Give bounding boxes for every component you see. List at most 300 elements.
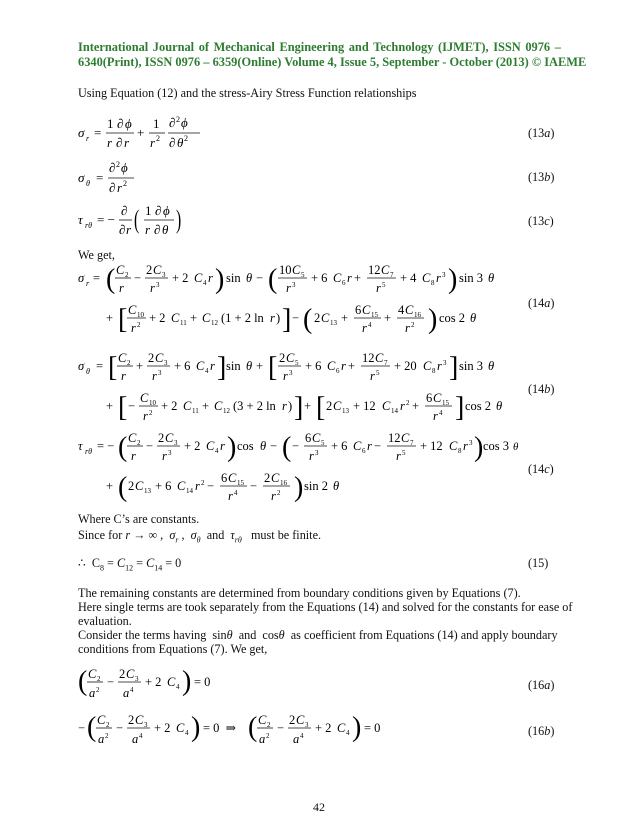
svg-text:θ: θ [86, 179, 90, 188]
svg-text:4: 4 [176, 683, 180, 691]
svg-text:6: 6 [221, 471, 228, 485]
svg-text:τ: τ [78, 212, 83, 227]
svg-text:C: C [312, 431, 321, 445]
since-finite-line [78, 528, 321, 544]
svg-text:a: a [259, 732, 266, 746]
equation-13b [78, 160, 188, 204]
svg-text:2: 2 [267, 721, 271, 729]
svg-text:ϕ: ϕ [121, 160, 128, 175]
svg-text:4: 4 [439, 409, 443, 417]
svg-text:[: [ [118, 304, 128, 335]
svg-text:4: 4 [203, 279, 207, 287]
svg-text:2: 2 [411, 321, 415, 329]
svg-text:r: r [150, 281, 155, 295]
svg-text:sin 3: sin 3 [459, 359, 483, 373]
svg-text:C: C [423, 359, 432, 373]
svg-text:C: C [88, 667, 97, 681]
svg-text:3: 3 [315, 449, 319, 457]
svg-text:1: 1 [107, 116, 114, 131]
svg-text:C: C [258, 713, 267, 727]
svg-text:8: 8 [458, 447, 462, 455]
svg-text:σ: σ [78, 271, 85, 285]
svg-text:rθ: rθ [85, 221, 93, 230]
svg-text:]: ] [294, 392, 304, 423]
svg-text:16: 16 [280, 479, 287, 487]
svg-text:+ 2: + 2 [145, 675, 162, 689]
journal-header [78, 40, 587, 70]
equation-16a [78, 664, 258, 710]
svg-text:θ: θ [496, 399, 503, 413]
svg-text:(: ( [87, 712, 97, 743]
svg-text:a: a [293, 732, 300, 746]
svg-text:10: 10 [279, 263, 292, 277]
svg-text:∂: ∂ [109, 180, 116, 195]
svg-text:5: 5 [295, 359, 299, 367]
svg-text:r: r [271, 489, 276, 503]
consider-prefix: Consider the terms having [78, 628, 207, 642]
svg-text:6: 6 [355, 303, 362, 317]
svg-text:C: C [126, 667, 135, 681]
svg-text:13: 13 [342, 407, 349, 415]
svg-text:C: C [327, 359, 336, 373]
svg-text:−: − [256, 271, 264, 285]
equation-number: (13a) [528, 126, 555, 140]
svg-text:r: r [270, 311, 275, 325]
svg-text:+: + [190, 311, 198, 325]
svg-text:r: r [145, 222, 151, 237]
svg-text:σ: σ [78, 359, 85, 373]
svg-text:r: r [228, 489, 233, 503]
header-word: Engineering [279, 40, 345, 54]
svg-text:rθ: rθ [85, 447, 93, 456]
svg-text:θ: θ [162, 222, 169, 237]
svg-text:C: C [202, 311, 211, 325]
svg-text:6: 6 [426, 391, 433, 405]
svg-text:r: r [162, 449, 167, 463]
svg-text:10: 10 [149, 399, 156, 407]
svg-text:2: 2 [127, 359, 131, 367]
svg-text:r: r [131, 321, 136, 335]
svg-text:cos 2: cos 2 [439, 311, 466, 325]
svg-text:+: + [384, 311, 392, 325]
svg-text:=: = [96, 170, 104, 185]
svg-text:C: C [206, 439, 215, 453]
svg-text:(: ( [268, 264, 278, 295]
svg-text:3: 3 [156, 281, 160, 289]
svg-text:12: 12 [388, 431, 401, 445]
svg-text:2: 2 [176, 115, 180, 124]
svg-text:C: C [140, 391, 149, 405]
svg-text:+: + [202, 399, 210, 413]
svg-text:2: 2 [406, 399, 410, 407]
svg-text:C: C [135, 713, 144, 727]
svg-text:C: C [433, 391, 442, 405]
svg-text:8: 8 [431, 279, 435, 287]
svg-text:15: 15 [442, 399, 449, 407]
svg-text:r: r [195, 479, 200, 493]
svg-text:C: C [228, 471, 237, 485]
svg-text:C: C [333, 399, 342, 413]
svg-text:−: − [292, 311, 300, 325]
svg-text:C: C [449, 439, 458, 453]
svg-text:C: C [292, 263, 301, 277]
svg-text:θ: θ [177, 135, 184, 150]
svg-text:r: r [119, 281, 124, 295]
svg-text:3: 3 [162, 271, 166, 279]
intro-text: Using Equation (12) and the stress-Airy Stress Function relationships [78, 86, 417, 100]
header-word: 0976 [525, 40, 551, 54]
svg-text:4: 4 [139, 732, 143, 740]
svg-text:a: a [98, 732, 105, 746]
svg-text:2: 2 [96, 686, 100, 694]
svg-text:C: C [153, 263, 162, 277]
svg-text:∂: ∂ [155, 203, 162, 218]
svg-text:r: r [126, 222, 132, 237]
svg-text:ϕ: ϕ [163, 203, 170, 218]
header-line-2: 6340(Print), ISSN 0976 – 6359(Online) Volume 4, Issue 5, September - October (2013) © IAEME [78, 55, 587, 69]
svg-text:3: 3 [469, 439, 473, 447]
equation-14b [78, 350, 518, 434]
svg-text:3: 3 [442, 271, 446, 279]
svg-text:): ) [182, 666, 192, 697]
svg-text:4: 4 [368, 321, 372, 329]
equation-15: ∴ $C_8 = C_{12} = C_{14} = 0$ [78, 556, 182, 573]
svg-text:−: − [292, 439, 300, 453]
svg-text:5: 5 [301, 271, 305, 279]
svg-text:2: 2 [266, 732, 270, 740]
svg-text:r: r [121, 369, 126, 383]
svg-text:): ) [191, 712, 201, 743]
consider-text-3: conditions from Equations (7). We get, [78, 642, 268, 656]
svg-text:r: r [396, 449, 401, 463]
consider-line [78, 628, 558, 643]
svg-text:cos: cos [237, 439, 254, 453]
svg-text:C: C [176, 721, 185, 735]
svg-text:(: ( [303, 304, 313, 335]
svg-text:): ) [428, 304, 438, 335]
svg-text:5: 5 [382, 281, 386, 289]
svg-text:4: 4 [398, 303, 405, 317]
svg-text:r: r [220, 439, 225, 453]
svg-text:11: 11 [192, 407, 199, 415]
svg-text:2: 2 [148, 351, 155, 365]
svg-text:): ) [288, 399, 293, 413]
svg-text:2: 2 [116, 160, 120, 169]
svg-text:(: ( [134, 204, 140, 235]
svg-text:2: 2 [326, 399, 333, 413]
svg-text:+ 6: + 6 [155, 479, 172, 493]
svg-text:θ: θ [246, 271, 253, 285]
svg-text:+ 12: + 12 [420, 439, 443, 453]
header-line-1 [78, 40, 561, 55]
header-word: International [78, 40, 149, 54]
svg-text:sin: sin [226, 359, 241, 373]
svg-text:2: 2 [128, 479, 135, 493]
svg-text:2: 2 [137, 321, 141, 329]
svg-text:[: [ [118, 392, 128, 423]
svg-text:r: r [117, 180, 123, 195]
svg-text:a: a [89, 686, 96, 700]
svg-text:]: ] [217, 352, 227, 383]
svg-text:r: r [150, 135, 156, 150]
since-suffix: must be finite. [250, 528, 322, 542]
svg-text:C: C [194, 271, 203, 285]
header-word: Mechanical [213, 40, 275, 54]
svg-text:): ) [227, 432, 237, 463]
svg-text:r: r [86, 279, 90, 288]
svg-text:r: r [208, 271, 213, 285]
svg-text:θ: θ [488, 359, 495, 373]
header-word: (IJMET), [438, 40, 489, 54]
svg-text:C: C [177, 479, 186, 493]
svg-text:3: 3 [443, 359, 447, 367]
svg-text:=: = [96, 359, 104, 373]
svg-text:3: 3 [289, 369, 293, 377]
svg-text:= −: = − [97, 439, 115, 453]
svg-text:C: C [422, 271, 431, 285]
svg-text:+: + [136, 359, 144, 373]
svg-text:−: − [128, 399, 136, 413]
svg-text:−: − [277, 721, 285, 735]
svg-text:r: r [463, 439, 468, 453]
svg-text:2: 2 [123, 179, 127, 188]
svg-text:4: 4 [234, 489, 238, 497]
svg-text:+: + [348, 359, 356, 373]
svg-text:3: 3 [168, 449, 172, 457]
svg-text:θ: θ [513, 441, 518, 453]
svg-text:5: 5 [402, 449, 406, 457]
svg-text:C: C [321, 311, 330, 325]
svg-text:C: C [405, 303, 414, 317]
consider-math: sinθ and cosθ [209, 628, 285, 642]
equation-number: (13b) [528, 170, 555, 184]
svg-text:(: ( [282, 432, 292, 463]
svg-text:r: r [370, 369, 375, 383]
svg-text:13: 13 [330, 319, 337, 327]
header-word: Technology [373, 40, 434, 54]
svg-text:∂: ∂ [154, 222, 161, 237]
svg-text:3: 3 [135, 675, 139, 683]
svg-text:(: ( [78, 666, 88, 697]
svg-text:5: 5 [321, 439, 325, 447]
svg-text:2: 2 [314, 311, 321, 325]
equation-number: (15) [528, 556, 549, 570]
svg-text:r: r [309, 449, 314, 463]
svg-text:16: 16 [414, 311, 421, 319]
svg-text:∂: ∂ [117, 116, 124, 131]
svg-text:∂: ∂ [119, 222, 126, 237]
svg-text:r: r [400, 399, 405, 413]
svg-text:3: 3 [164, 359, 168, 367]
svg-text:sin: sin [226, 271, 241, 285]
svg-text:4: 4 [346, 729, 350, 737]
svg-text:2: 2 [128, 713, 135, 727]
svg-text:C: C [382, 399, 391, 413]
svg-text:C: C [196, 359, 205, 373]
header-word: and [348, 40, 369, 54]
svg-text:cos 2: cos 2 [465, 399, 492, 413]
we-get-label: We get, [78, 248, 115, 262]
svg-text:cos 3: cos 3 [483, 439, 510, 453]
svg-text:r: r [282, 399, 287, 413]
svg-text:= 0 ⇒: = 0 ⇒ [203, 721, 237, 735]
svg-text:+: + [137, 125, 145, 140]
svg-text:): ) [276, 311, 281, 325]
svg-text:r: r [152, 369, 157, 383]
svg-text:(3 + 2 ln: (3 + 2 ln [233, 399, 276, 413]
svg-text:= 0: = 0 [364, 721, 381, 735]
where-constants-text: Where C’s are constants. [78, 512, 200, 526]
svg-text:+: + [354, 271, 362, 285]
svg-text:): ) [176, 204, 182, 235]
svg-text:−: − [116, 721, 124, 735]
svg-text:]: ] [449, 352, 459, 383]
svg-text:+ 2: + 2 [154, 721, 171, 735]
svg-text:∂: ∂ [169, 115, 176, 130]
svg-text:7: 7 [384, 359, 388, 367]
svg-text:τ: τ [78, 439, 83, 453]
svg-text:+ 2: + 2 [172, 271, 189, 285]
svg-text:1: 1 [153, 116, 160, 131]
svg-text:2: 2 [264, 471, 271, 485]
svg-text:2: 2 [137, 439, 141, 447]
svg-text:C: C [135, 479, 144, 493]
svg-text:−: − [207, 479, 215, 493]
svg-text:): ) [352, 712, 362, 743]
svg-text:C: C [333, 271, 342, 285]
svg-text:15: 15 [237, 479, 244, 487]
svg-text:2: 2 [149, 409, 153, 417]
svg-text:C: C [97, 713, 106, 727]
svg-text:+ 2: + 2 [149, 311, 166, 325]
svg-text:θ: θ [488, 271, 495, 285]
svg-text:5: 5 [376, 369, 380, 377]
equation-number: (14c) [528, 462, 554, 476]
svg-text:r: r [347, 271, 352, 285]
svg-text:3: 3 [158, 369, 162, 377]
svg-text:r: r [210, 359, 215, 373]
svg-text:=: = [93, 271, 101, 285]
svg-text:r: r [436, 271, 441, 285]
svg-text:a: a [132, 732, 139, 746]
svg-text:7: 7 [390, 271, 394, 279]
svg-text:11: 11 [180, 319, 187, 327]
svg-text:+: + [106, 311, 114, 325]
svg-text:2: 2 [119, 667, 126, 681]
svg-text:C: C [353, 439, 362, 453]
svg-text:σ: σ [78, 125, 85, 140]
svg-text:13: 13 [144, 487, 151, 495]
svg-text:=: = [94, 125, 102, 140]
svg-text:C: C [128, 431, 137, 445]
consider-suffix: as coefficient from Equations (14) and apply boundary [290, 628, 558, 642]
svg-text:C: C [337, 721, 346, 735]
svg-text:6: 6 [342, 279, 346, 287]
svg-text:2: 2 [106, 721, 110, 729]
svg-text:C: C [381, 263, 390, 277]
svg-text:4: 4 [130, 686, 134, 694]
svg-text:3: 3 [144, 721, 148, 729]
svg-text:r: r [283, 369, 288, 383]
svg-text:+ 6: + 6 [311, 271, 328, 285]
svg-text:+ 12: + 12 [353, 399, 376, 413]
svg-text:r: r [367, 439, 372, 453]
since-prefix: Since for [78, 528, 123, 542]
svg-text:θ: θ [86, 367, 90, 376]
svg-text:7: 7 [410, 439, 414, 447]
svg-text:4: 4 [300, 732, 304, 740]
svg-text:12: 12 [362, 351, 375, 365]
svg-text:−: − [250, 479, 258, 493]
svg-text:): ) [294, 472, 304, 503]
equation-number: (14a) [528, 296, 555, 310]
svg-text:−: − [374, 439, 382, 453]
svg-text:(: ( [118, 472, 128, 503]
svg-text:θ: θ [260, 439, 267, 453]
svg-text:+ 2: + 2 [315, 721, 332, 735]
svg-text:15: 15 [371, 311, 378, 319]
svg-text:2: 2 [125, 271, 129, 279]
svg-text:6: 6 [362, 447, 366, 455]
svg-text:8: 8 [432, 367, 436, 375]
svg-text:C: C [296, 713, 305, 727]
svg-text:C: C [362, 303, 371, 317]
svg-text:14: 14 [186, 487, 193, 495]
svg-text:2: 2 [156, 134, 160, 143]
equation-number: (14b) [528, 382, 555, 396]
since-math: r → ∞ , $\sigma_r$ , $\sigma_\theta$ and $\tau_{r\theta}$ [125, 528, 242, 545]
svg-text:r: r [286, 281, 291, 295]
equation-number: (16a) [528, 678, 555, 692]
svg-text:+: + [106, 399, 114, 413]
svg-text:2: 2 [97, 675, 101, 683]
svg-text:2: 2 [201, 479, 205, 487]
svg-text:∂: ∂ [121, 203, 128, 218]
svg-text:6: 6 [336, 367, 340, 375]
svg-text:C: C [171, 311, 180, 325]
svg-text:C: C [155, 351, 164, 365]
header-word: – [554, 40, 561, 54]
svg-text:sin 2: sin 2 [304, 479, 328, 493]
svg-text:r: r [341, 359, 346, 373]
svg-text:4: 4 [185, 729, 189, 737]
svg-text:1: 1 [145, 203, 152, 218]
svg-text:r: r [376, 281, 381, 295]
svg-text:C: C [116, 263, 125, 277]
equation-number: (16b) [528, 724, 555, 738]
svg-text:C: C [271, 471, 280, 485]
page-number: 42 [313, 800, 325, 814]
svg-text:θ: θ [470, 311, 477, 325]
svg-text:): ) [448, 264, 458, 295]
remaining-text-1: The remaining constants are determined from boundary conditions given by Equations (7). [78, 586, 521, 600]
svg-text:+ 2: + 2 [184, 439, 201, 453]
svg-text:[: [ [268, 352, 278, 383]
svg-text:(: ( [118, 432, 128, 463]
remaining-text-3: evaluation. [78, 614, 132, 628]
svg-text:12: 12 [211, 319, 218, 327]
svg-text:+ 2: + 2 [161, 399, 178, 413]
svg-text:3: 3 [174, 439, 178, 447]
svg-text:C: C [167, 675, 176, 689]
svg-text:+ 20: + 20 [394, 359, 417, 373]
svg-text:= 0: = 0 [194, 675, 211, 689]
svg-text:2: 2 [279, 351, 286, 365]
svg-text:ϕ: ϕ [125, 116, 132, 131]
svg-text:(1 + 2 ln: (1 + 2 ln [221, 311, 264, 325]
svg-text:(: ( [106, 264, 116, 295]
equation-16b [78, 710, 418, 756]
